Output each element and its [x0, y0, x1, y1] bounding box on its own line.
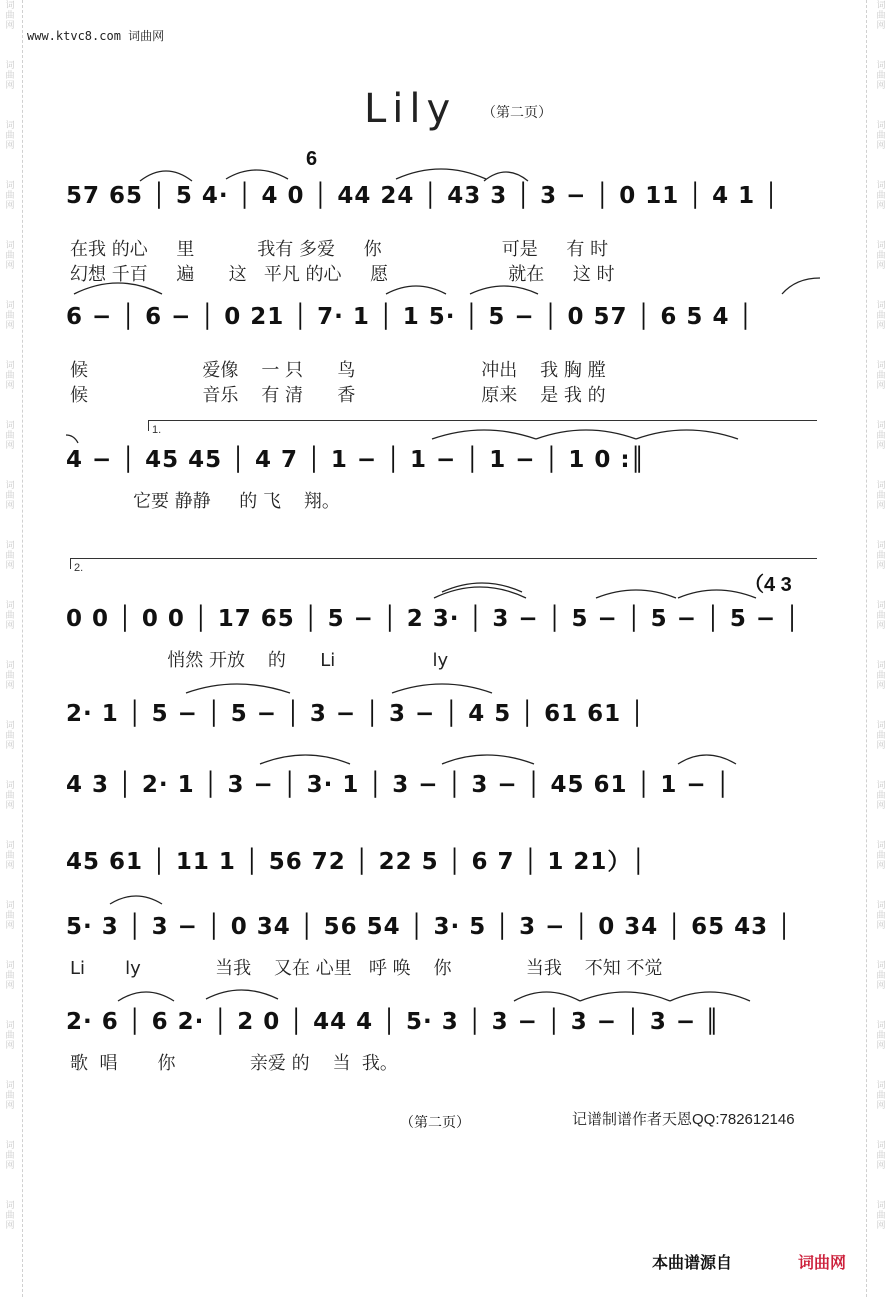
watermark-text: 词曲网 — [876, 300, 886, 330]
watermark-text: 词曲网 — [876, 900, 886, 930]
watermark-text: 词曲网 — [876, 540, 886, 570]
watermark-text: 词曲网 — [876, 1140, 886, 1170]
right-watermark-strip — [875, 0, 887, 1297]
watermark-text: 词曲网 — [876, 1020, 886, 1050]
watermark-text: 词曲网 — [5, 180, 15, 210]
lyrics-verse-1: 在我 的心 里 我有 多爱 你 可是 有 时 — [70, 239, 609, 260]
source-label: 本曲谱源自 — [652, 1255, 733, 1272]
watermark-text: 词曲网 — [876, 1200, 886, 1230]
volta-label-1: 1. — [152, 424, 162, 436]
watermark-text: 词曲网 — [5, 120, 15, 150]
watermark-text: 词曲网 — [5, 1020, 15, 1050]
watermark-text: 词曲网 — [5, 300, 15, 330]
notation-line: 0 0 │ 0 0 │ 17 65 │ 5 − │ 2 3· │ 3 − │ 5 − │ 5 − │ 5 − │ — [66, 606, 800, 632]
watermark-text: 词曲网 — [876, 480, 886, 510]
watermark-text: 词曲网 — [876, 960, 886, 990]
lyrics-verse-1: 歌 唱 你 亲爱 的 当 我。 — [70, 1053, 398, 1074]
watermark-text: 词曲网 — [5, 1080, 15, 1110]
volta-bracket-2 — [70, 558, 817, 569]
watermark-text: 词曲网 — [5, 420, 15, 450]
watermark-text: 词曲网 — [5, 0, 15, 30]
lyrics-verse-1: Li ly 当我 又在 心里 呼 唤 你 当我 不知 不觉 — [70, 958, 663, 979]
watermark-text: 词曲网 — [876, 840, 886, 870]
watermark-text: 词曲网 — [876, 1080, 886, 1110]
watermark-text: 词曲网 — [876, 600, 886, 630]
site-url[interactable]: www.ktvc8.com 词曲网 — [27, 29, 165, 43]
page-subtitle: （第二页） — [482, 104, 552, 120]
lyrics-verse-2: 幻想 千百 遍 这 平凡 的心 愿 就在 这 时 — [70, 264, 615, 285]
right-border-line — [866, 0, 867, 1297]
watermark-text: 词曲网 — [5, 1140, 15, 1170]
watermark-text: 词曲网 — [5, 240, 15, 270]
brand-logo-text[interactable]: 词曲网 — [798, 1255, 847, 1272]
lyrics-verse-1: 它要 静静 的 飞 翔。 — [70, 491, 340, 512]
watermark-text: 词曲网 — [876, 180, 886, 210]
notation-line: 2· 6 │ 6 2· │ 2 0 │ 44 4 │ 5· 3 │ 3 − │ 3 − │ 3 − ║ — [66, 1009, 721, 1035]
notation-line: 4 3 │ 2· 1 │ 3 − │ 3· 1 │ 3 − │ 3 − │ 45 61 │ 1 − │ — [66, 772, 731, 798]
lyrics-verse-1: 悄然 开放 的 Li ly — [70, 650, 449, 671]
watermark-text: 词曲网 — [876, 660, 886, 690]
watermark-text: 词曲网 — [5, 540, 15, 570]
transcriber-credit: 记谱制谱作者天恩QQ:782612146 — [572, 1111, 795, 1128]
watermark-text: 词曲网 — [5, 900, 15, 930]
notation-line: 45 61 │ 11 1 │ 56 72 │ 22 5 │ 6 7 │ 1 21）│ — [66, 849, 647, 875]
left-watermark-strip — [4, 0, 16, 1297]
watermark-text: 词曲网 — [5, 840, 15, 870]
watermark-text: 词曲网 — [5, 960, 15, 990]
watermark-text: 词曲网 — [876, 420, 886, 450]
watermark-text: 词曲网 — [876, 360, 886, 390]
left-border-line — [22, 0, 23, 1297]
watermark-text: 词曲网 — [5, 720, 15, 750]
upper-note-mark: 6 — [306, 148, 318, 170]
watermark-text: 词曲网 — [5, 60, 15, 90]
watermark-text: 词曲网 — [5, 660, 15, 690]
interlude-start-marker: （4 3 — [744, 574, 792, 596]
page-title: Lily — [364, 86, 457, 132]
watermark-text: 词曲网 — [876, 120, 886, 150]
watermark-text: 词曲网 — [5, 1200, 15, 1230]
notation-line: 2· 1 │ 5 − │ 5 − │ 3 − │ 3 − │ 4 5 │ 61 61 │ — [66, 701, 645, 727]
watermark-text: 词曲网 — [876, 780, 886, 810]
notation-line: 6 − │ 6 − │ 0 21 │ 7· 1 │ 1 5· │ 5 − │ 0 57 │ 6 5 4 │ — [66, 304, 754, 330]
watermark-text: 词曲网 — [876, 240, 886, 270]
watermark-text: 词曲网 — [5, 360, 15, 390]
notation-line: 4 − │ 45 45 │ 4 7 │ 1 − │ 1 − │ 1 − │ 1 0 :║ — [66, 447, 646, 473]
watermark-text: 词曲网 — [5, 600, 15, 630]
lyrics-verse-2: 候 音乐 有 清 香 原来 是 我 的 — [70, 385, 606, 406]
volta-label-2: 2. — [74, 562, 84, 574]
lyrics-verse-1: 候 爱像 一 只 鸟 冲出 我 胸 膛 — [70, 360, 606, 381]
notation-line: 57 65 │ 5 4· │ 4 0 │ 44 24 │ 43 3 │ 3 − │ 0 11 │ 4 1 │ — [66, 183, 780, 209]
watermark-text: 词曲网 — [876, 0, 886, 30]
watermark-text: 词曲网 — [5, 780, 15, 810]
footer-page-label: （第二页） — [400, 1114, 470, 1130]
watermark-text: 词曲网 — [876, 60, 886, 90]
watermark-text: 词曲网 — [5, 480, 15, 510]
notation-line: 5· 3 │ 3 − │ 0 34 │ 56 54 │ 3· 5 │ 3 − │ 0 34 │ 65 43 │ — [66, 914, 793, 940]
watermark-text: 词曲网 — [876, 720, 886, 750]
